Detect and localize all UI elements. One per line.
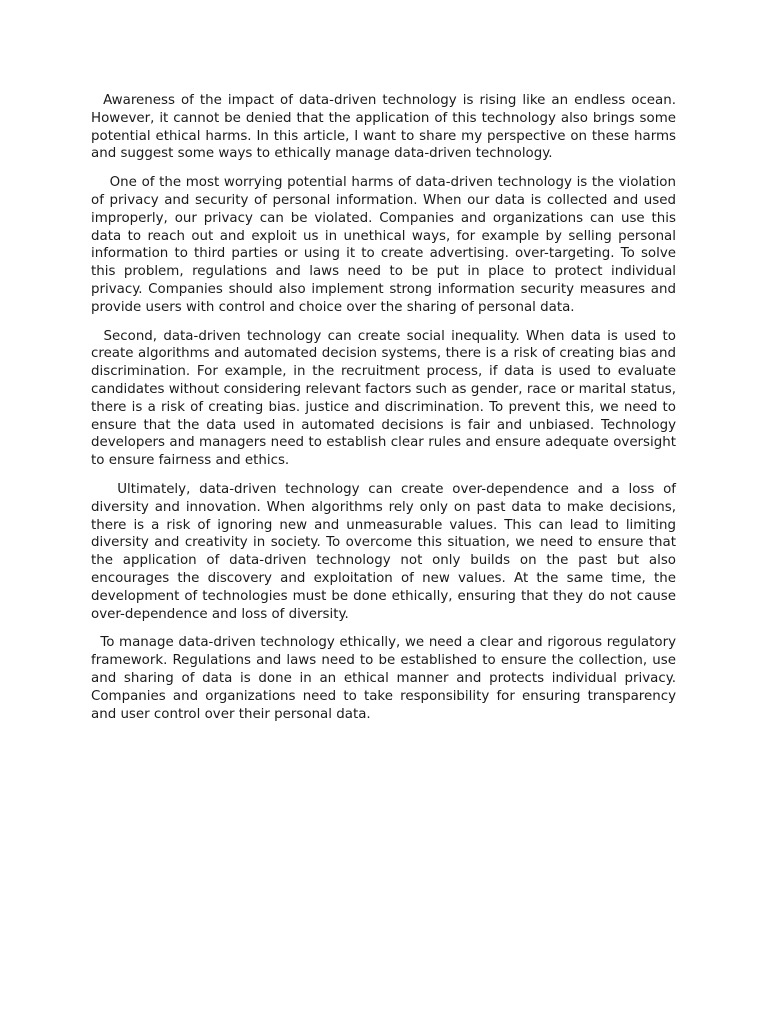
paragraph-privacy: One of the most worrying potential harms of data-driven technology is the violation of privacy and security of personal information. When our data is collected and used improperly, our privacy can be violated. Companies and organizations can use this data to reach out and exploit us in unethical ways, for example by selling personal information to third parties or using it to create advertising. over-targeting. To solve this problem, regulations and laws need to be put in place to protect individual privacy. Companies should also implement strong information security measures and provide users with control and choice over the sharing of personal data.: [91, 175, 681, 315]
paragraph-intro: Awareness of the impact of data-driven technology is rising like an endless ocean. However, it cannot be denied that the application of this technology also brings some potential ethical harms. In this article, I want to share my perspective on these harms and suggest some ways to ethically manage data-driven technology.: [91, 93, 681, 162]
paragraph-inequality: Second, data-driven technology can create social inequality. When data is used to create algorithms and automated decision systems, there is a risk of creating bias and discrimination. For example, in the recruitment process, if data is used to evaluate candidates without considering relevant factors such as gender, race or marital status, there is a risk of creating bias. justice and discrimination. To prevent this, we need to ensure that the data used in automated decisions is fair and unbiased. Technology developers and managers need to establish clear rules and ensure adequate oversight to ensure fairness and ethics.: [91, 328, 681, 469]
document-body: [91, 92, 681, 734]
paragraph-dependence: Ultimately, data-driven technology can create over-dependence and a loss of diversity and innovation. When algorithms rely only on past data to make decisions, there is a risk of ignoring new and unmeasurable values. This can lead to limiting diversity and creativity in society. To overcome this situation, we need to ensure that the application of data-driven technology not only builds on the past but also encourages the discovery and exploitation of new values. At the same time, the development of technologies must be done ethically, ensuring that they do not cause over-dependence and loss of diversity.: [91, 481, 681, 622]
paragraph-conclusion: To manage data-driven technology ethically, we need a clear and rigorous regulatory framework. Regulations and laws need to be established to ensure the collection, use and sharing of data is done in an ethical manner and protects individual privacy. Companies and organizations need to take responsibility for ensuring transparency and user control over their personal data.: [91, 635, 681, 722]
